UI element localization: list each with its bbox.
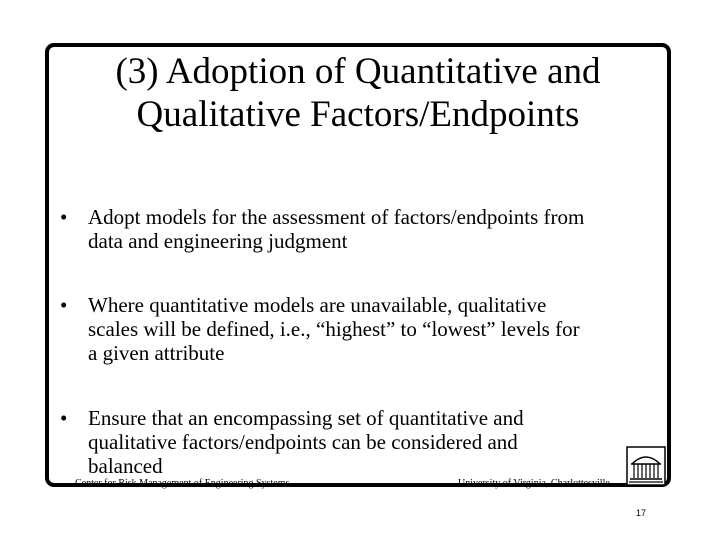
- slide-title-line-2: Qualitative Factors/Endpoints: [136, 94, 580, 135]
- bullet-line: qualitative factors/endpoints can be considered and: [88, 430, 518, 454]
- bullet-marker: •: [60, 293, 68, 317]
- bullet-text: [88, 205, 660, 253]
- bullet-line: a given attribute: [88, 341, 225, 365]
- bullet-item-3: [60, 406, 660, 478]
- bullet-line: data and engineering judgment: [88, 229, 348, 253]
- bullet-line: Where quantitative models are unavailable, qualitative: [88, 293, 547, 317]
- bullet-line: balanced: [88, 454, 163, 478]
- bullet-line: Ensure that an encompassing set of quantitative and: [88, 406, 524, 430]
- slide-title-line-1: (3) Adoption of Quantitative and: [115, 51, 601, 92]
- bullet-line: Adopt models for the assessment of factors/endpoints from: [88, 205, 585, 229]
- footer-university: University of Virginia, Charlottesville: [458, 478, 610, 489]
- bullet-marker: •: [60, 406, 68, 430]
- page-number: 17: [636, 508, 647, 518]
- bullet-marker: •: [60, 205, 68, 229]
- rotunda-logo-icon: [626, 446, 666, 486]
- bullet-item-1: [60, 205, 660, 253]
- slide-title: [45, 50, 671, 136]
- bullet-text: [88, 293, 660, 365]
- bullet-text: [88, 406, 660, 478]
- footer-organization: Center for Risk Management of Engineering Systems: [75, 478, 290, 489]
- bullet-item-2: [60, 293, 660, 365]
- bullet-line: scales will be defined, i.e., “highest” to “lowest” levels for: [88, 317, 580, 341]
